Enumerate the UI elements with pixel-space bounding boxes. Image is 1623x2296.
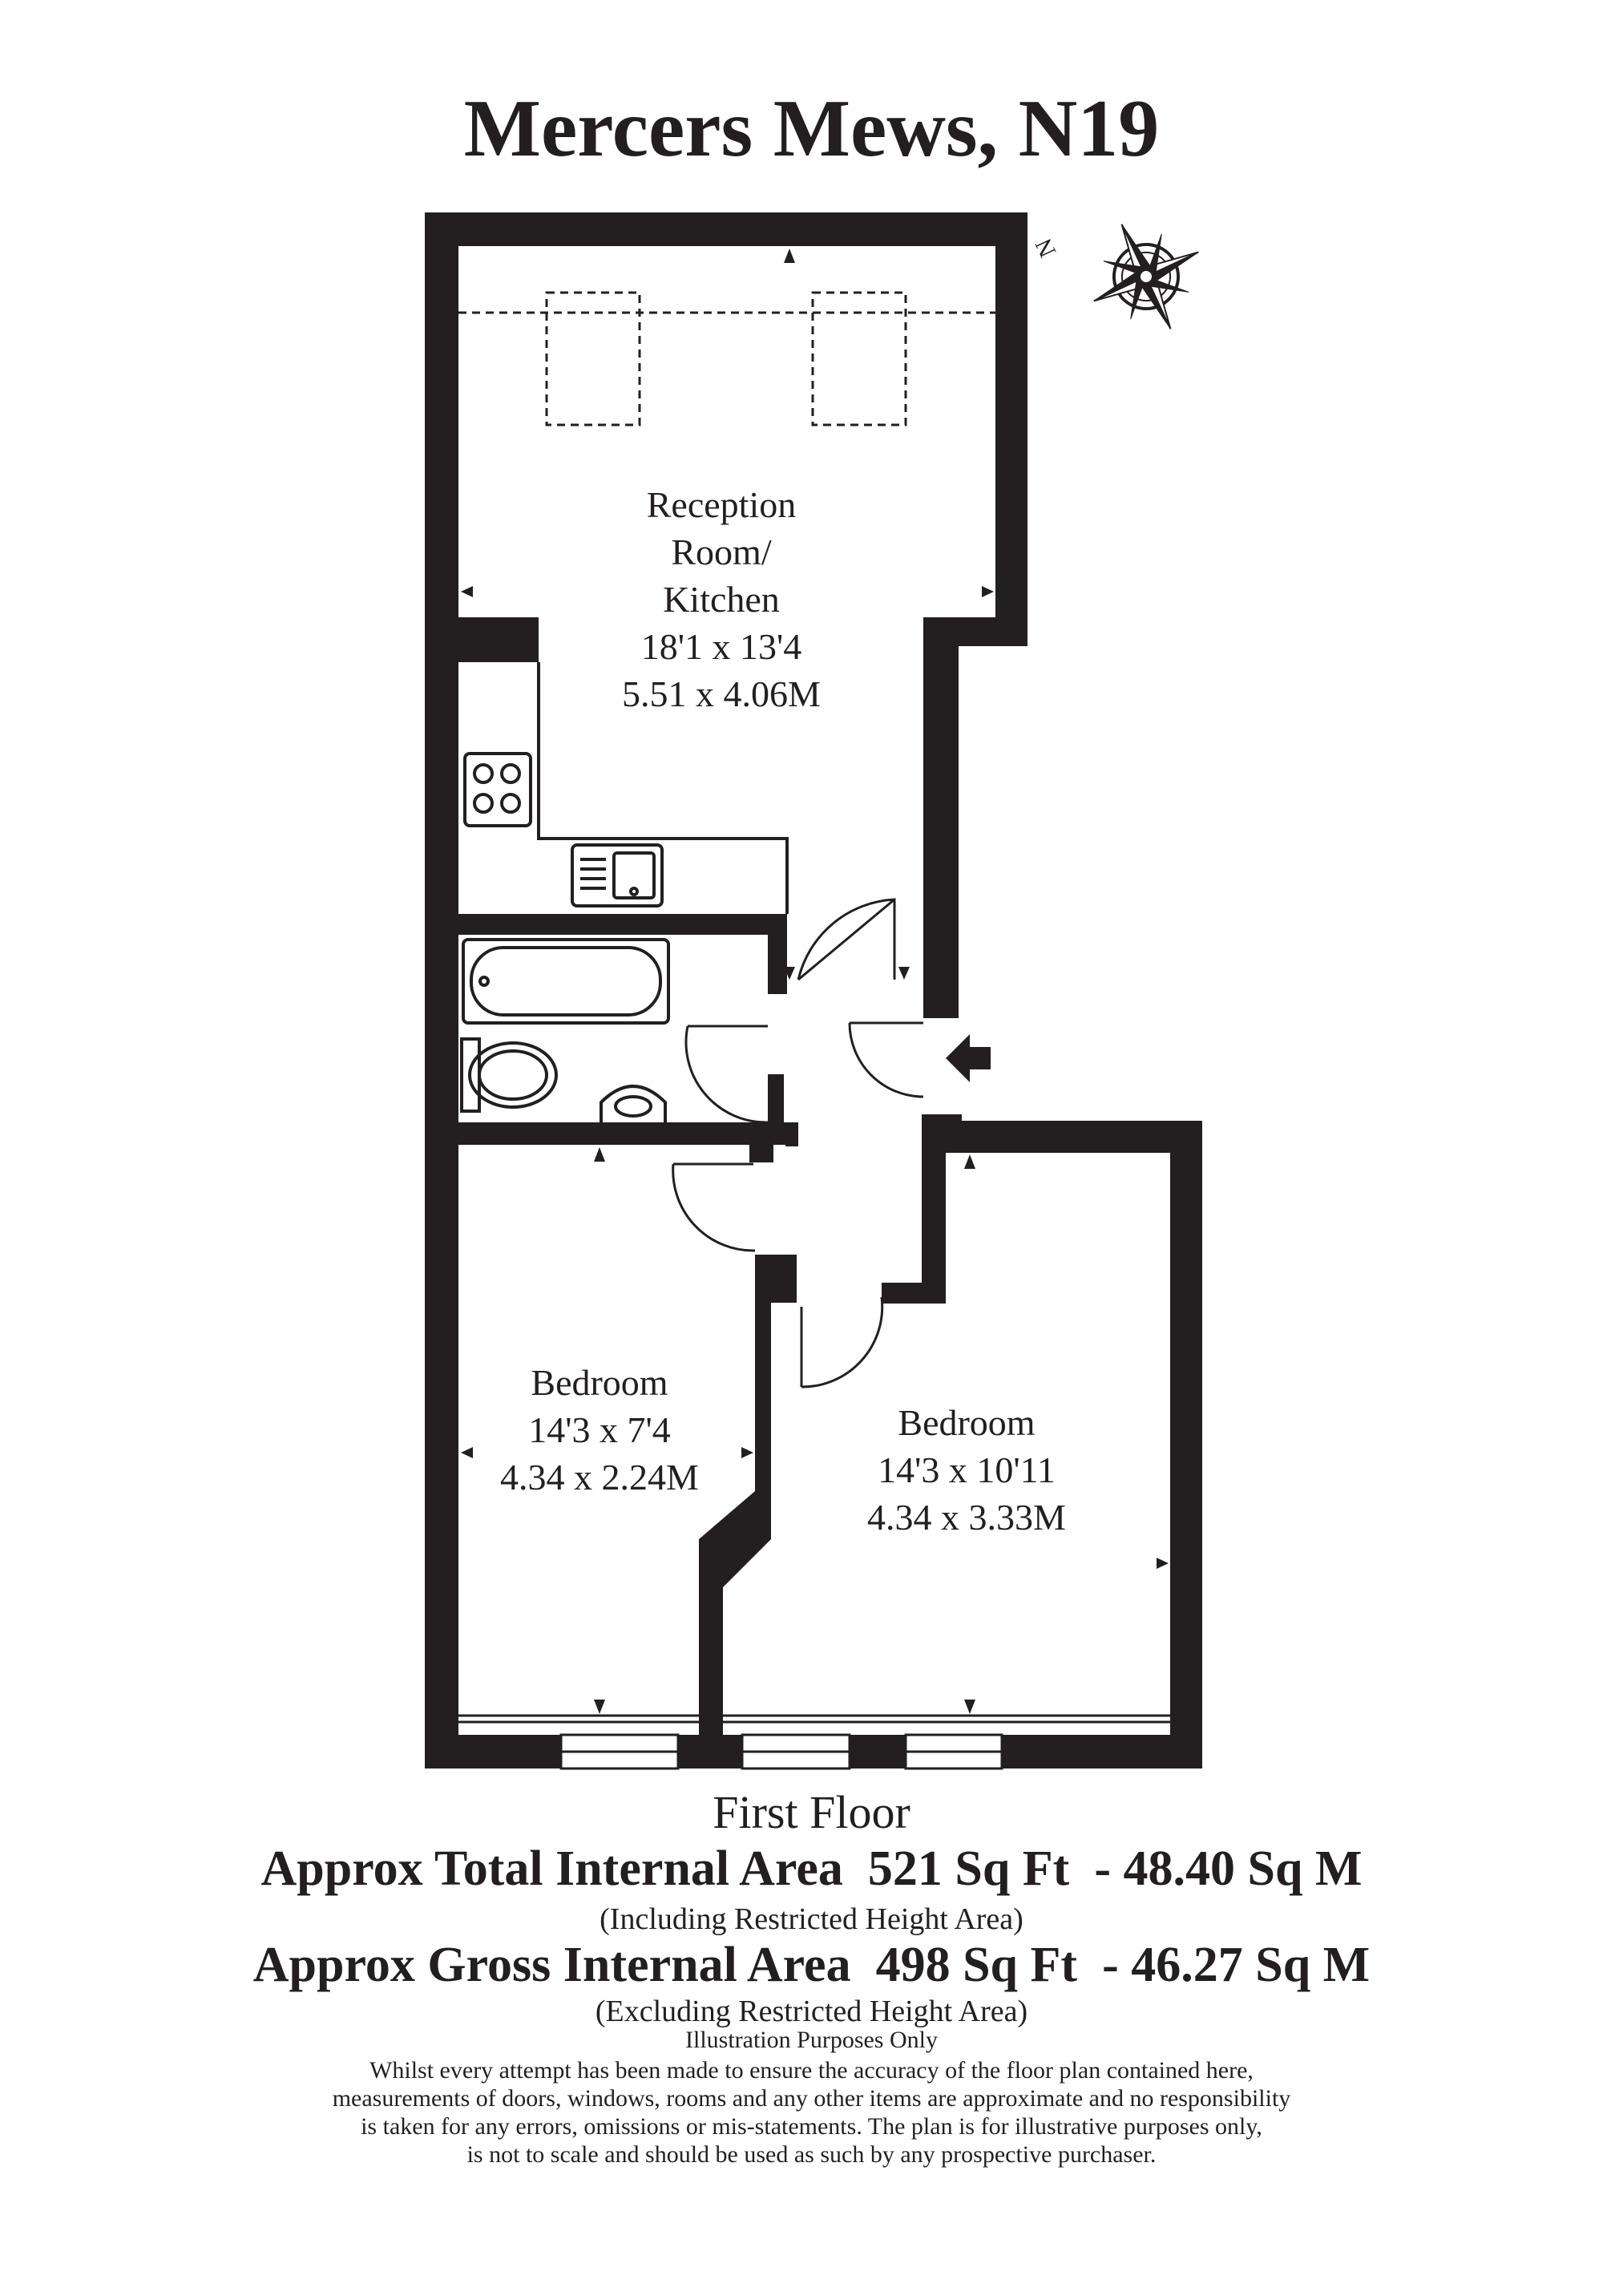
disclaimer-line: measurements of doors, windows, rooms and any other items are approximate and no responsibility [332,2085,1291,2112]
wall-bath-right-low [768,1074,784,1130]
wall-top [425,212,1027,246]
illustration-note: Illustration Purposes Only [685,2027,938,2053]
gross-area-line [0,1940,1623,1990]
reception-metric: 5.51 x 4.06M [622,673,821,714]
reception-name-line2: Room/ [671,532,772,572]
wall-bedroom2-step [882,1283,946,1304]
total-area-label: Approx Total Internal Area [260,1841,843,1896]
wall-right-hall [923,617,959,1018]
toilet-icon [462,1039,556,1111]
door-entrance [850,1023,923,1097]
wall-divider-diagonal [699,1475,771,1768]
wall-hall-stub-left [785,1122,798,1146]
compass-north-label: N [1030,234,1062,261]
wall-bedroom2-leftpost [922,1121,946,1297]
reception-name-line1: Reception [646,484,797,525]
reception-name-line3: Kitchen [663,579,780,620]
total-area-line [0,1841,1623,1896]
total-area-note: (Including Restricted Height Area) [600,1902,1023,1936]
wall-left-lower [425,1126,458,1768]
wall-bath-bedroom [458,1122,795,1145]
wall-kitchen-stub [458,617,539,662]
wall-bedroom2-right [1170,1121,1202,1768]
bedroom1-metric: 4.34 x 2.24M [500,1457,699,1498]
skylights [458,293,995,425]
basin-icon [601,1086,665,1122]
hob-icon [465,754,531,826]
wall-right-reception [995,212,1027,645]
door-bathroom [686,1026,768,1122]
bedroom1-name: Bedroom [531,1362,668,1403]
wall-kitchen-bath [458,914,779,935]
gross-area-note: (Excluding Restricted Height Area) [595,1995,1028,2028]
wall-bottom-1 [425,1735,561,1768]
wall-bath-right [768,914,787,994]
wall-bottom-3 [850,1735,906,1768]
disclaimer-line: Whilst every attempt has been made to ensure the accuracy of the floor plan contained here, [369,2057,1254,2084]
bedroom2-metric: 4.34 x 3.33M [867,1497,1066,1538]
disclaimer-line: is not to scale and should be used as such by any prospective purchaser. [466,2141,1157,2168]
page-title: Mercers Mews, N19 [463,83,1160,174]
door-bedroom2 [801,1297,882,1387]
gross-area-label: Approx Gross Internal Area [252,1938,851,1992]
compass-icon [1069,200,1222,353]
wall-bedroom2-top [922,1121,1202,1153]
walls [425,212,1202,1768]
wall-bath-bedroom-stub [749,1138,773,1162]
total-area-sqm: - 48.40 Sq M [1094,1841,1363,1896]
bedroom1-imperial: 14'3 x 7'4 [528,1409,671,1450]
sink-icon [572,845,662,906]
door-reception [798,899,894,980]
gross-area-sqft: 498 Sq Ft [875,1938,1078,1992]
total-area-sqft: 521 Sq Ft [867,1841,1070,1896]
bathroom-fixtures [462,940,668,1122]
bedroom2-name: Bedroom [898,1402,1036,1443]
entrance-arrow-icon [946,1034,991,1082]
bedroom2-imperial: 14'3 x 10'11 [878,1449,1056,1490]
wall-bottom-4 [1002,1735,1202,1768]
wall-left-upper [425,212,458,1126]
wall-bottom-2 [678,1735,742,1768]
disclaimer [0,2056,1623,2169]
floor-label: First Floor [713,1786,910,1838]
door-bedroom1 [673,1164,755,1251]
gross-area-sqm: - 46.27 Sq M [1102,1938,1371,1992]
reception-imperial: 18'1 x 13'4 [640,626,802,667]
bath-icon [463,940,668,1023]
disclaimer-line: is taken for any errors, omissions or mis-statements. The plan is for illustrative purposes only, [361,2113,1262,2140]
